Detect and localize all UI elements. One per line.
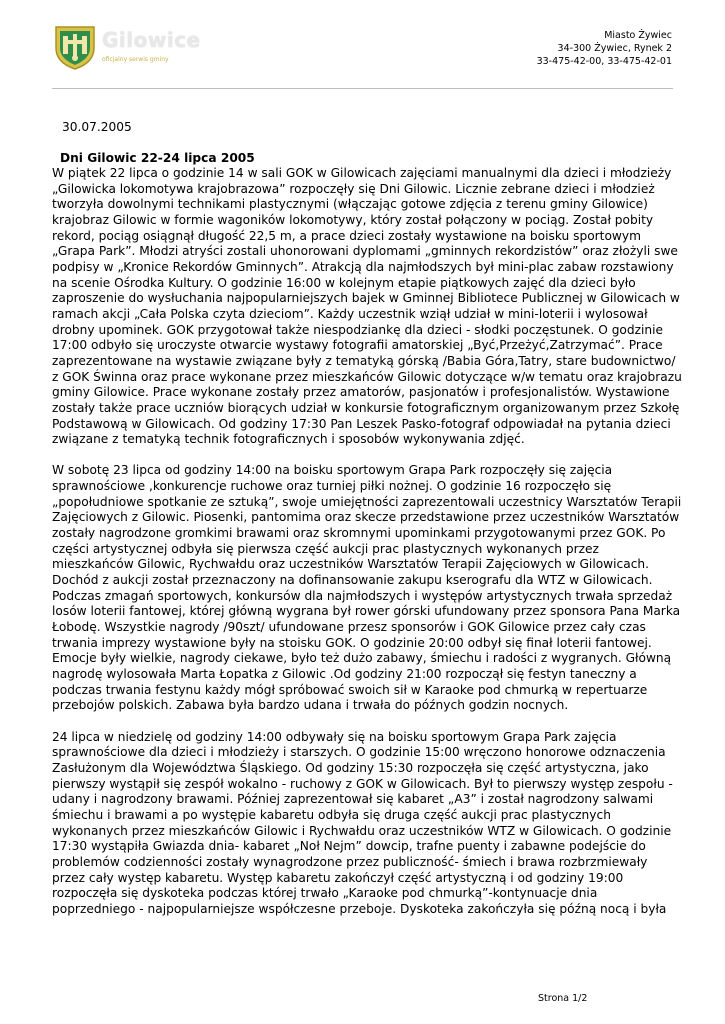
article-paragraph: W sobotę 23 lipca od godziny 14:00 na boisku sportowym Grapa Park rozpoczęły się zajęcia sprawnościowe ,konkurencje ruchowe oraz turniej piłki nożnej. O godzinie 16 rozpoczęło się „popołudniowe spotkanie ze sztuką”, swoje umiejętności zaprezentowali uczestnicy Warsztatów Terapii Zajęciowych z Gilowic. Piosenki, pantomima oraz skecze przedstawione przez uczestników Warsztatów zostały nagrodzone gromkimi brawami oraz skromnymi upominkami przygotowanymi przez GOK. Po części artystycznej odbyła się pierwsza część aukcji prac plastycznych wykonanych przez mieszkańców Gilowic, Rychwałdu oraz uczestników Warsztatów Terapii Zajęciowych w Gilowicach. Dochód z aukcji został przeznaczony na dofinansowanie zakupu kserografu dla WTZ w Gilowicach. Podczas zmagań sportowych, konkursów dla najmłodszych i występów artystycznych trwała sprzedaż losów loterii fantowej, której główną wygrana był rower górski ufundowany przez sponsora Pana Marka Łobodę. Wszystkie nagrody /90szt/ ufundowane przesz sponsorów i GOK Gilowice przez cały czas trwania imprezy wystawione były na stoisku GOK. O godzinie 20:00 odbył się finał loterii fantowej. Emocje były wielkie, nagrody ciekawe, było też dużo zabawy, śmiechu i radości z wygranych. Główną nagrodę wylosowała Marta Łopatka z Gilowic .Od godziny 21:00 rozpoczął się festyn taneczny a podczas trwania festynu każdy mógł spróbować swoich sił w Karaoke pod chmurką w repertuarze przebojów polskich. Zabawa była bardzo udana i trwała do późnych godzin nocnych.	[52, 463, 682, 713]
article-paragraph: W piątek 22 lipca o godzinie 14 w sali GOK w Gilowicach zajęciami manualnymi dla dzieci i młodzieży „Gilowicka lokomotywa krajobrazowa” rozpoczęły się Dni Gilowic. Licznie zebrane dzieci i młodzież tworzyła dowolnymi technikami plastycznymi (włączając gotowe zdjęcia z terenu gminy Gilowice) krajobraz Gilowic w formie wagoników lokomotywy, który został połączony w pociąg. Został pobity rekord, pociąg osiągnął długość 22,5 m, a prace dzieci zostały wystawione na boisku sportowym „Grapa Park”. Młodzi atryści zostali uhonorowani dyplomami „gminnych rekordzistów” oraz złożyli swe podpisy w „Kronice Rekordów Gminnych”. Atrakcją dla najmłodszych był mini-plac zabaw rozstawiony na scenie Ośrodka Kultury. O godzinie 16:00 w kolejnym etapie piątkowych zajęć dla dzieci było zaproszenie do wysłuchania najpopularniejszych bajek w Gminnej Bibliotece Publicznej w Gilowicach w ramach akcji „Cała Polska czyta dzieciom”. Każdy uczestnik wziął udział w mini-loterii i wylosował drobny upominek. GOK przygotował także niespodziankę dla dzieci - słodki poczęstunek. O godzinie 17:00 odbyło się uroczyste otwarcie wystawy fotografii amatorskiej „Być,Przeżyć,Zatrzymać”. Prace zaprezentowane na wystawie związane były z tematyką górską /Babia Góra,Tatry, stare budownictwo/ z GOK Świnna oraz prace wykonane przez mieszkańców Gilowic dotyczące w/w tematu oraz krajobrazu gminy Gilowice. Prace wykonane zostały przez amatorów, pasjonatów i profesjonalistów. Wystawione zostały także prace uczniów biorących udział w konkursie fotograficznym organizowanym przez Szkołę Podstawową w Gilowicach. Od godziny 17:30 Pan Leszek Pasko-fotograf odpowiadał na pytania dzieci związane z tematyką technik fotograficznych i sposobów wykonywania zdjęć.	[52, 166, 682, 447]
header-divider	[52, 88, 673, 89]
site-logo[interactable]	[50, 22, 201, 72]
address-city: Miasto Żywiec	[604, 30, 672, 41]
brand-tagline: oficjalny serwis gminy	[102, 56, 169, 63]
address-street: 34-300 Żywiec, Rynek 2	[557, 43, 672, 54]
address-block	[537, 29, 672, 68]
brand-name: Gilowice	[102, 28, 201, 52]
article-paragraph: 24 lipca w niedzielę od godziny 14:00 odbywały się na boisku sportowym Grapa Park zajęcia sprawnościowe dla dzieci i młodzieży i starszych. O godzinie 15:00 wręczono honorowe odznaczenia Zasłużonym dla Województwa Śląskiego. Od godziny 15:30 rozpoczęła się część artystyczna, jako pierwszy wystąpił się zespół wokalno - ruchowy z GOK w Gilowicach. Był to pierwszy występ zespołu - udany i nagrodzony brawami. Później zaprezentował się kabaret „A3” i został nagrodzony salwami śmiechu i brawami a po występie kabaretu odbyła się druga część aukcji prac plastycznych wykonanych przez mieszkańców Gilowic i Rychwałdu oraz uczestników WTZ w Gilowicach. O godzinie 17:30 wystąpiła Gwiazda dnia- kabaret „Noł Nejm” dowcip, trafne puenty i zabawne podejście do problemów codzienności zostały wynagrodzone przez publiczność- śmiech i brawa rozbrzmiewały przez cały występ kabaretu. Występ kabaretu zakończył część artystyczną i od godziny 19:00 rozpoczęła się dyskoteka podczas której trwało „Karaoke pod chmurką”-kontynuacje dnia poprzedniego - najpopularniejsze współczesne przeboje. Dyskoteka zakończyła się późną nocą i była	[52, 729, 673, 916]
page-number: Strona 1/2	[538, 993, 588, 1004]
article-title: Dni Gilowic 22-24 lipca 2005	[60, 151, 255, 165]
coat-of-arms-icon	[52, 24, 98, 70]
address-phone: 33-475-42-00, 33-475-42-01	[536, 56, 672, 67]
article-body	[52, 166, 682, 933]
article-date: 30.07.2005	[62, 120, 132, 134]
